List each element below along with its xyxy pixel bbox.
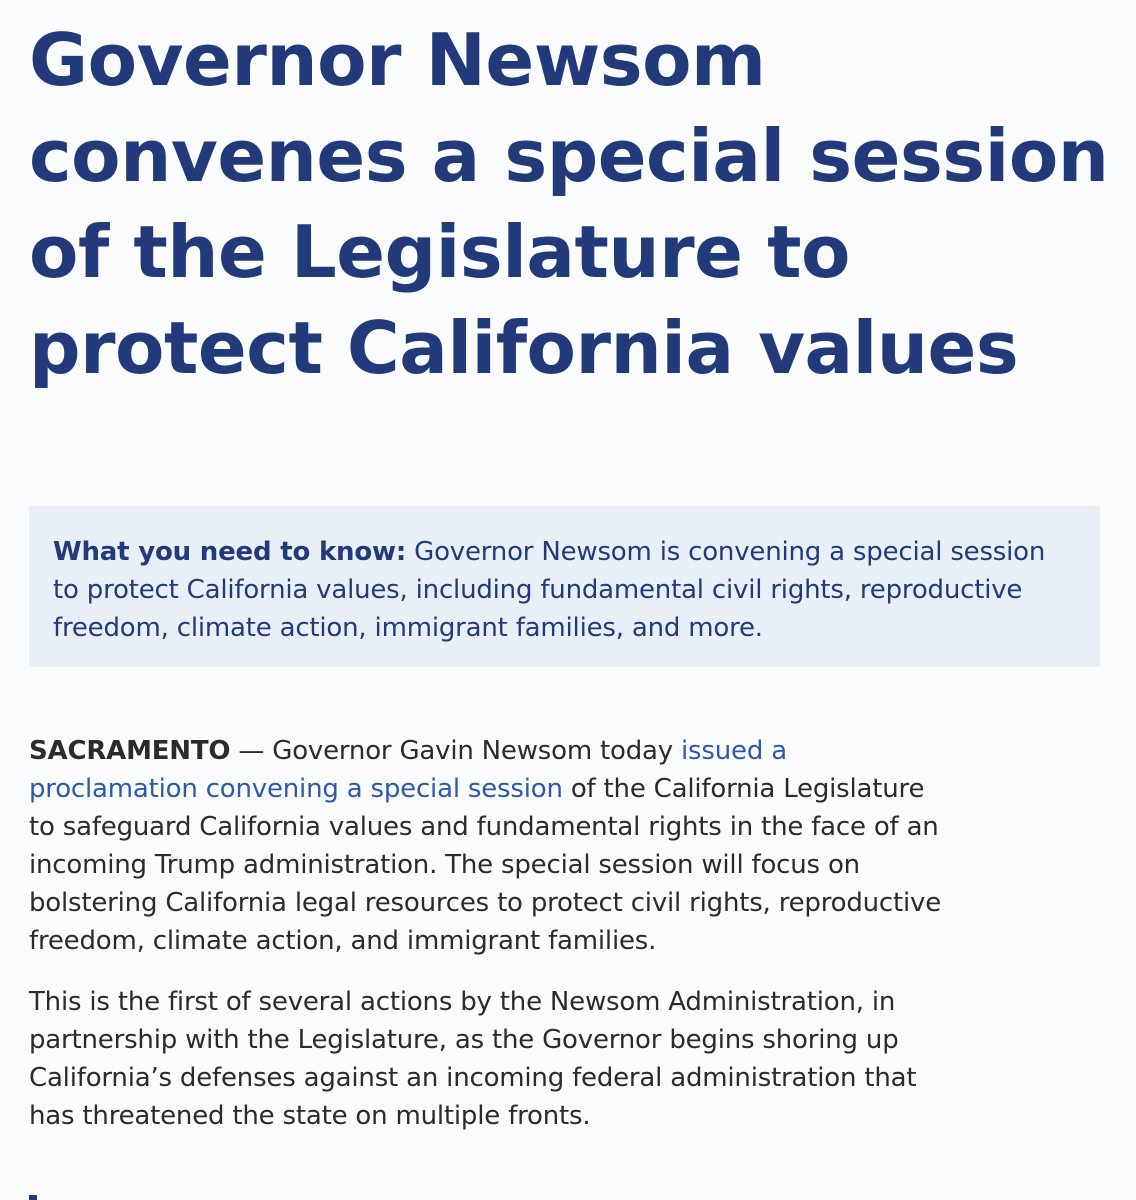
article-title: Governor Newsom convenes a special session of the Legislature to protect California values: [29, 18, 1109, 390]
proclamation-link[interactable]: issued a proclamation convening a special session: [29, 736, 787, 804]
callout-label: What you need to know:: [53, 537, 407, 567]
callout-body: Governor Newsom is convening a special session to protect California values, including fundamental civil rights, reproductive freedom, climate action, immigrant families, and more.: [53, 537, 1046, 643]
article-paragraph-1: [29, 732, 949, 960]
dateline: SACRAMENTO: [29, 736, 231, 766]
callout-text: [53, 533, 1076, 647]
paragraph-1-rest: of the California Legislature to safeguard California values and fundamental rights in the face of an incoming Trump administration. The special session will focus on bolstering California legal resources to protect civil rights, reproductive freedom, climate action, and immigrant families.: [29, 774, 942, 956]
what-you-need-to-know-callout: [29, 506, 1100, 667]
paragraph-1-lead: — Governor Gavin Newsom today: [230, 736, 682, 766]
article-paragraph-2: This is the first of several actions by the Newsom Administration, in partnership with the Legislature, as the Governor begins shoring up California’s defenses against an incoming federal administration that has threatened the state on multiple fronts.: [29, 987, 917, 1131]
cut-off-content-edge: [29, 1195, 37, 1200]
